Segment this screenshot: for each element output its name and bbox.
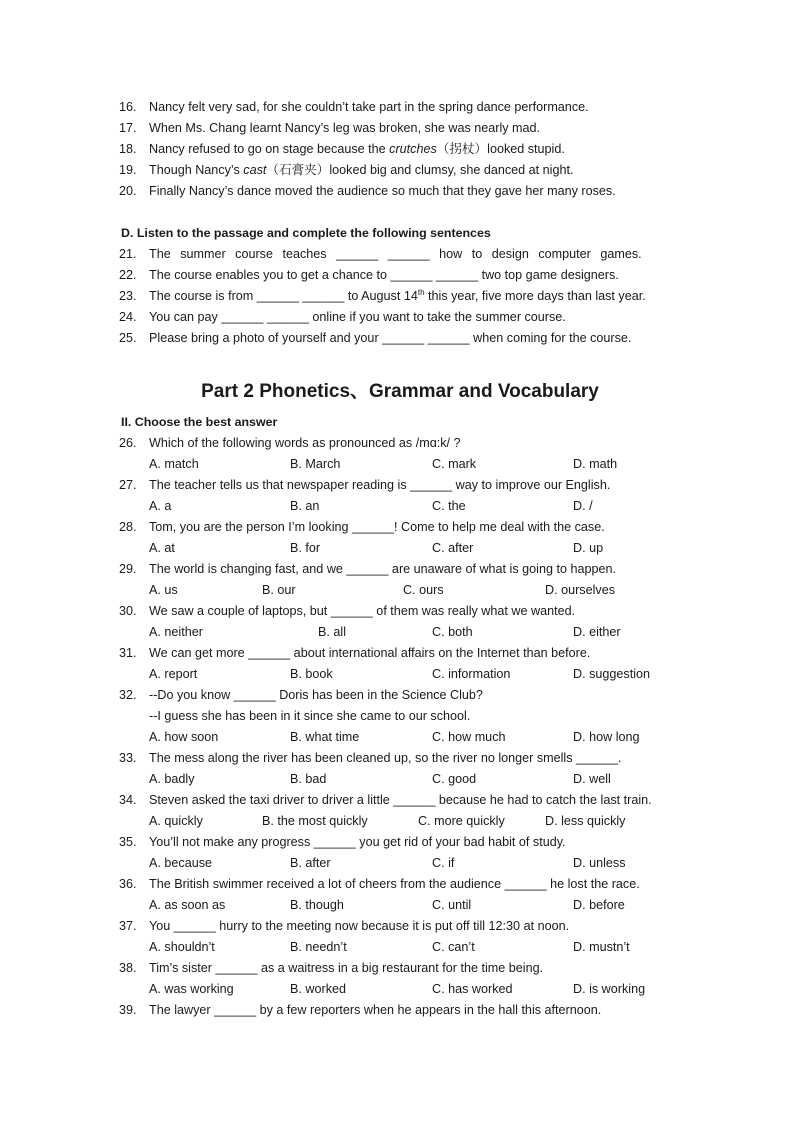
option-d: D. is working xyxy=(573,982,646,996)
option-b: B. bad xyxy=(290,772,327,786)
option-c: C. until xyxy=(432,898,472,912)
question-38 xyxy=(0,958,800,979)
italic-term: crutches xyxy=(389,142,437,156)
question-text: You’ll not make any progress ______ you get rid of your bad habit of study. xyxy=(149,835,566,849)
text-part: （石膏夹）looked big and clumsy, she danced at night. xyxy=(266,163,574,177)
option-c: C. how much xyxy=(432,730,506,744)
italic-term: cast xyxy=(243,163,267,177)
item-number: 27. xyxy=(119,478,137,492)
question-27 xyxy=(0,475,800,496)
option-c: C. more quickly xyxy=(418,814,505,828)
options-26 xyxy=(0,454,800,475)
option-d: D. math xyxy=(573,457,618,471)
question-37 xyxy=(0,916,800,937)
item-number: 37. xyxy=(119,919,137,933)
option-d: D. well xyxy=(573,772,611,786)
option-d: D. suggestion xyxy=(573,667,651,681)
option-a: A. because xyxy=(149,856,213,870)
sentence-text xyxy=(149,286,646,307)
option-d: D. ourselves xyxy=(545,583,615,597)
options-28 xyxy=(0,538,800,559)
option-a: A. at xyxy=(149,541,175,555)
item-number: 32. xyxy=(119,688,137,702)
options-34 xyxy=(0,811,800,832)
question-text: --Do you know ______ Doris has been in the Science Club? xyxy=(149,688,483,702)
dialogue-reply: --I guess she has been in it since she came to our school. xyxy=(149,709,471,723)
item-number: 18. xyxy=(119,142,137,156)
item-number: 35. xyxy=(119,835,137,849)
item-number: 20. xyxy=(119,184,137,198)
sentence-text: The course enables you to get a chance to ______ ______ two top game designers. xyxy=(149,268,619,282)
item-number: 25. xyxy=(119,331,137,345)
option-c: C. can’t xyxy=(432,940,475,954)
option-c: C. mark xyxy=(432,457,477,471)
item-number: 17. xyxy=(119,121,137,135)
option-d: D. up xyxy=(573,541,604,555)
options-33 xyxy=(0,769,800,790)
question-32 xyxy=(0,685,800,706)
question-28 xyxy=(0,517,800,538)
options-32 xyxy=(0,727,800,748)
question-33 xyxy=(0,748,800,769)
options-38 xyxy=(0,979,800,1000)
option-c: C. if xyxy=(432,856,455,870)
item-number: 21. xyxy=(119,247,137,261)
text-part: （拐杖）looked stupid. xyxy=(436,142,565,156)
item-number: 26. xyxy=(119,436,137,450)
question-text: The mess along the river has been cleaned up, so the river no longer smells ______. xyxy=(149,751,622,765)
option-c: C. both xyxy=(432,625,473,639)
option-a: A. match xyxy=(149,457,199,471)
item-number: 19. xyxy=(119,163,137,177)
option-c: C. information xyxy=(432,667,511,681)
statement-16 xyxy=(0,97,800,118)
question-30 xyxy=(0,601,800,622)
option-b: B. what time xyxy=(290,730,360,744)
option-b: B. for xyxy=(290,541,321,555)
item-number: 29. xyxy=(119,562,137,576)
option-b: B. March xyxy=(290,457,341,471)
options-29 xyxy=(0,580,800,601)
option-d: D. mustn’t xyxy=(573,940,630,954)
item-number: 24. xyxy=(119,310,137,324)
option-b: B. needn’t xyxy=(290,940,347,954)
option-c: C. the xyxy=(432,499,466,513)
item-number: 31. xyxy=(119,646,137,660)
question-text: Steven asked the taxi driver to driver a little ______ because he had to catch the last train. xyxy=(149,793,652,807)
option-b: B. though xyxy=(290,898,344,912)
text-part: Nancy refused to go on stage because the xyxy=(149,142,390,156)
text-part: The course is from ______ ______ to August 14 xyxy=(149,289,418,303)
statement-text xyxy=(149,160,573,181)
question-34 xyxy=(0,790,800,811)
option-a: A. us xyxy=(149,583,178,597)
sentence-text: The summer course teaches ______ ______ how to design computer games. xyxy=(149,247,642,261)
statement-text: Finally Nancy’s dance moved the audience so much that they gave her many roses. xyxy=(149,184,616,198)
section-ii-heading: II. Choose the best answer xyxy=(121,415,278,429)
item-number: 38. xyxy=(119,961,137,975)
option-d: D. before xyxy=(573,898,625,912)
option-c: C. ours xyxy=(403,583,444,597)
question-text: You ______ hurry to the meeting now because it is put off till 12:30 at noon. xyxy=(149,919,570,933)
option-d: D. either xyxy=(573,625,621,639)
option-a: A. a xyxy=(149,499,172,513)
sentence-23 xyxy=(0,286,800,307)
statement-18 xyxy=(0,139,800,160)
sentence-24 xyxy=(0,307,800,328)
options-37 xyxy=(0,937,800,958)
item-number: 22. xyxy=(119,268,137,282)
question-29 xyxy=(0,559,800,580)
option-d: D. less quickly xyxy=(545,814,626,828)
option-a: A. quickly xyxy=(149,814,203,828)
item-number: 16. xyxy=(119,100,137,114)
option-b: B. the most quickly xyxy=(262,814,368,828)
question-text: The teacher tells us that newspaper reading is ______ way to improve our English. xyxy=(149,478,611,492)
sentence-21 xyxy=(0,244,800,265)
option-d: D. unless xyxy=(573,856,626,870)
statement-text: When Ms. Chang learnt Nancy’s leg was broken, she was nearly mad. xyxy=(149,121,541,135)
question-text: Which of the following words as pronounced as /mɑ:k/ ? xyxy=(149,436,461,450)
options-30 xyxy=(0,622,800,643)
statement-text xyxy=(149,139,565,160)
option-b: B. all xyxy=(318,625,346,639)
question-text: We saw a couple of laptops, but ______ of them was really what we wanted. xyxy=(149,604,576,618)
sentence-text: Please bring a photo of yourself and your ______ ______ when coming for the course. xyxy=(149,331,632,345)
question-text: Tim’s sister ______ as a waitress in a big restaurant for the time being. xyxy=(149,961,544,975)
section-d-heading: D. Listen to the passage and complete the following sentences xyxy=(121,226,491,240)
option-d: D. / xyxy=(573,499,593,513)
statement-text: Nancy felt very sad, for she couldn’t take part in the spring dance performance. xyxy=(149,100,589,114)
options-35 xyxy=(0,853,800,874)
option-d: D. how long xyxy=(573,730,640,744)
option-a: A. shouldn’t xyxy=(149,940,215,954)
question-32-reply xyxy=(0,706,800,727)
option-c: C. after xyxy=(432,541,474,555)
statement-17 xyxy=(0,118,800,139)
statement-20 xyxy=(0,181,800,202)
sentence-22 xyxy=(0,265,800,286)
part-2-title: Part 2 Phonetics、Grammar and Vocabulary xyxy=(201,381,599,402)
item-number: 34. xyxy=(119,793,137,807)
item-number: 36. xyxy=(119,877,137,891)
item-number: 30. xyxy=(119,604,137,618)
question-39 xyxy=(0,1000,800,1021)
item-number: 23. xyxy=(119,289,137,303)
question-36 xyxy=(0,874,800,895)
option-b: B. after xyxy=(290,856,331,870)
option-a: A. as soon as xyxy=(149,898,226,912)
item-number: 28. xyxy=(119,520,137,534)
option-a: A. how soon xyxy=(149,730,219,744)
superscript: th xyxy=(417,287,425,297)
statement-19 xyxy=(0,160,800,181)
text-part: Though Nancy’s xyxy=(149,163,244,177)
option-b: B. an xyxy=(290,499,320,513)
option-b: B. book xyxy=(290,667,333,681)
question-text: The world is changing fast, and we ______ are unaware of what is going to happen. xyxy=(149,562,616,576)
options-31 xyxy=(0,664,800,685)
option-c: C. good xyxy=(432,772,477,786)
question-26 xyxy=(0,433,800,454)
option-a: A. was working xyxy=(149,982,234,996)
option-b: B. our xyxy=(262,583,296,597)
question-31 xyxy=(0,643,800,664)
options-27 xyxy=(0,496,800,517)
text-part: this year, five more days than last year. xyxy=(424,289,646,303)
option-c: C. has worked xyxy=(432,982,513,996)
question-text: The British swimmer received a lot of cheers from the audience ______ he lost the race. xyxy=(149,877,640,891)
option-b: B. worked xyxy=(290,982,346,996)
question-text: Tom, you are the person I’m looking ______! Come to help me deal with the case. xyxy=(149,520,605,534)
item-number: 39. xyxy=(119,1003,137,1017)
question-35 xyxy=(0,832,800,853)
option-a: A. report xyxy=(149,667,198,681)
question-text: The lawyer ______ by a few reporters when he appears in the hall this afternoon. xyxy=(149,1003,602,1017)
option-a: A. neither xyxy=(149,625,203,639)
sentence-text: You can pay ______ ______ online if you want to take the summer course. xyxy=(149,310,566,324)
options-36 xyxy=(0,895,800,916)
question-text: We can get more ______ about international affairs on the Internet than before. xyxy=(149,646,591,660)
item-number: 33. xyxy=(119,751,137,765)
sentence-25 xyxy=(0,328,800,349)
option-a: A. badly xyxy=(149,772,195,786)
